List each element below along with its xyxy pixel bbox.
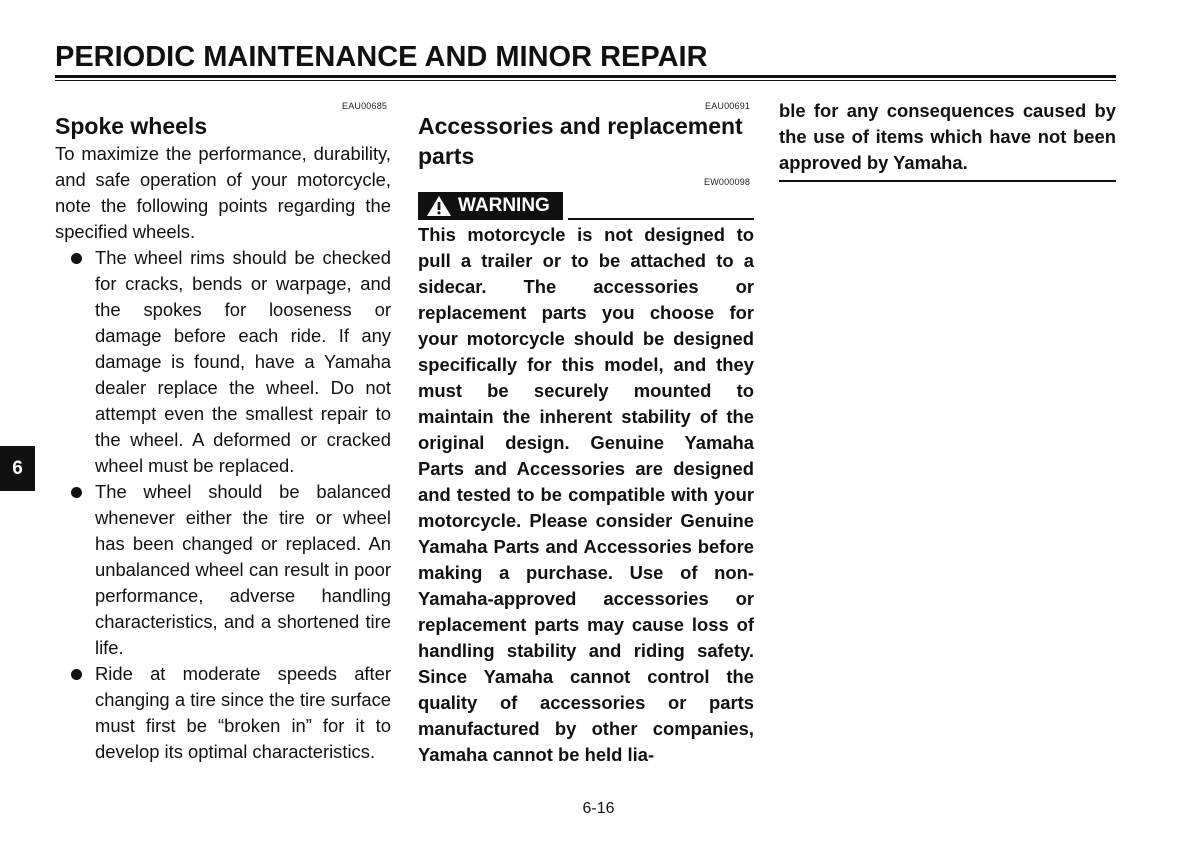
warning-underline xyxy=(568,218,754,220)
spoke-wheels-bullets xyxy=(55,245,391,765)
warning-text-continued: ble for any consequences caused by the use of items which have not been approved by Yamaha. xyxy=(779,100,1116,173)
warning-body xyxy=(418,222,754,768)
spoke-wheels-code: EAU00685 xyxy=(342,101,388,111)
warning-triangle-icon xyxy=(426,195,452,217)
list-item: Ride at moderate speeds after changing a tire since the tire surface must first be “broken in” for it to develop its optimal characteristics. xyxy=(55,661,391,765)
accessories-section xyxy=(418,111,754,171)
accessories-code: EAU00691 xyxy=(705,101,751,111)
bullet-icon xyxy=(71,253,82,264)
page-header xyxy=(55,40,1116,74)
page-title: PERIODIC MAINTENANCE AND MINOR REPAIR xyxy=(55,41,708,73)
warning-end-rule xyxy=(779,180,1116,182)
spoke-wheels-section xyxy=(55,111,391,765)
header-rule xyxy=(55,75,1116,78)
page-number: 6-16 xyxy=(582,800,615,817)
header-rule-thin xyxy=(55,80,1116,81)
spoke-wheels-intro: To maximize the performance, durability, and safe operation of your motorcycle, note the following points regarding the specified wheels. xyxy=(55,143,391,242)
list-item: The wheel should be balanced whenever either the tire or wheel has been changed or replaced. An unbalanced wheel can result in poor performance, adverse handling characteristics, and a shortened tire life. xyxy=(55,479,391,661)
warning-badge xyxy=(418,192,563,220)
spoke-wheels-title: Spoke wheels xyxy=(55,113,208,139)
list-item: The wheel rims should be checked for cracks, bends or warpage, and the spokes for looseness or damage before each ride. If any damage is found, have a Yamaha dealer replace the wheel. Do not attempt even the smallest repair to the wheel. A deformed or cracked wheel must be replaced. xyxy=(55,245,391,479)
bullet-icon xyxy=(71,669,82,680)
warning-code: EW000098 xyxy=(704,177,751,187)
warning-continued xyxy=(779,98,1116,176)
chapter-tab: 6 xyxy=(0,446,35,491)
bullet-icon xyxy=(71,487,82,498)
accessories-title: Accessories and replacement parts xyxy=(418,113,743,169)
warning-text: This motorcycle is not designed to pull a trailer or to be attached to a sidecar. The accessories or replacement parts you choose for your motorcycle should be designed specifically for this model, and they must be securely mounted to maintain the inherent stability of the original design. Genuine Yamaha Parts and Accessories are designed and tested to be compatible with your motorcycle. Please consider Genuine Yamaha Parts and Accessories before making a purchase. Use of non-Yamaha-approved accessories or replacement parts may cause loss of handling stability and riding safety. Since Yamaha cannot control the quality of accessories or parts manufactured by other companies, Yamaha cannot be held lia- xyxy=(418,224,754,765)
warning-label: WARNING xyxy=(458,195,550,216)
